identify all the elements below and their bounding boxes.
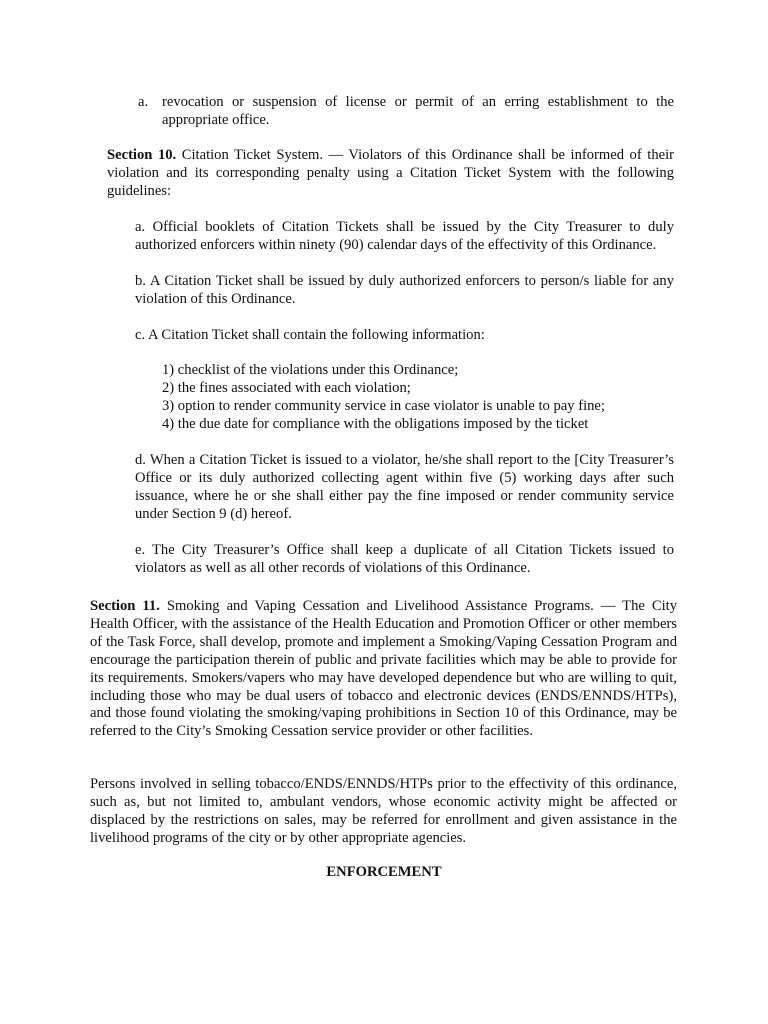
list-item-text: revocation or suspension of license or permit of an erring establishment to the appropriate office. <box>162 94 674 128</box>
citation-info-item-2: 2) the fines associated with each violation; <box>162 379 411 396</box>
citation-info-list <box>162 362 674 434</box>
list-marker: a. <box>138 94 149 110</box>
citation-info-item-1: 1) checklist of the violations under this Ordinance; <box>162 362 459 378</box>
section-10-item-b: b. A Citation Ticket shall be issued by duly authorized enforcers to person/s liable for any violation of this Ordinance. <box>135 273 674 307</box>
section-11-text: Smoking and Vaping Cessation and Livelihood Assistance Programs. — The City Health Officer, with the assistance of the Health Education and Promotion Officer or other members of the Task Force, shall develop, promote and implement a Smoking/Vaping Cessation Program and encourage the participation therein of public and private facilities which may be able to provide for its requirements. Smokers/vapers who may have developed dependence but who are willing to quit, including those who may be dual users of tobacco and electronic devices (ENDS/ENNDS/HTPs), and those found violating the smoking/vaping prohibitions in Section 10 of this Ordinance, may be referred to the City’s Smoking Cessation service provider or other facilities. <box>90 598 677 740</box>
section-10-item-d: d. When a Citation Ticket is issued to a violator, he/she shall report to the [City Treasurer’s Office or its duly authorized collecting agent within five (5) working days after such issuance, where he or she shall either pay the fine imposed or render community service under Section 9 (d) hereof. <box>135 452 674 522</box>
section-11-paragraph <box>90 598 677 741</box>
section-11-label: Section 11. <box>90 598 160 614</box>
section-10-text: Citation Ticket System. — Violators of this Ordinance shall be informed of their violation and its corresponding penalty using a Citation Ticket System with the following guidelines: <box>107 147 675 199</box>
section-10-item-a: a. Official booklets of Citation Tickets shall be issued by the City Treasurer to duly authorized enforcers within ninety (90) calendar days of the effectivity of this Ordinance. <box>135 219 674 253</box>
section-10-item-e: e. The City Treasurer’s Office shall keep a duplicate of all Citation Tickets issued to violators as well as all other records of violations of this Ordinance. <box>135 542 674 576</box>
citation-info-item-4: 4) the due date for compliance with the obligations imposed by the ticket <box>162 415 589 432</box>
citation-info-item-3: 3) option to render community service in case violator is unable to pay fine; <box>162 397 605 414</box>
livelihood-paragraph: Persons involved in selling tobacco/ENDS/ENNDS/HTPs prior to the effectivity of this ordinance, such as, but not limited to, ambulant vendors, whose economic activity might be affected or displaced by the restrictions on sales, may be referred for enrollment and given assistance in the livelihood programs of the city or by other appropriate agencies. <box>90 776 677 846</box>
section-10-item-c: c. A Citation Ticket shall contain the following information: <box>135 327 485 343</box>
enforcement-heading: ENFORCEMENT <box>326 864 442 880</box>
list-item-a <box>138 94 674 130</box>
section-10-label: Section 10. <box>107 147 177 163</box>
section-10-paragraph <box>107 147 674 201</box>
